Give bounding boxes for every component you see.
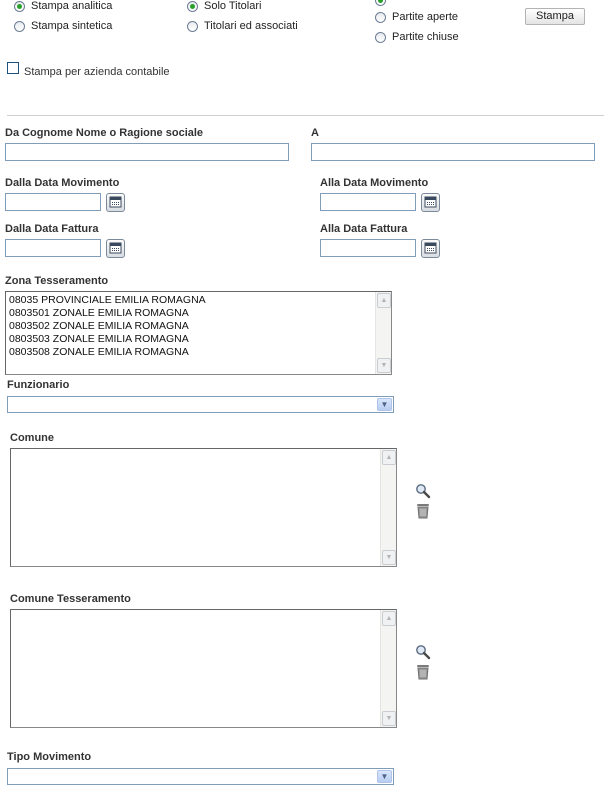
comune-tesseramento-listbox[interactable] (10, 609, 397, 728)
vertical-scrollbar[interactable] (380, 449, 396, 566)
comune-listbox[interactable] (10, 448, 397, 567)
scroll-up-icon[interactable]: ▲ (377, 293, 391, 308)
trash-icon[interactable] (416, 502, 430, 522)
radio-label: Stampa sintetica (31, 20, 113, 32)
radio-partite-first[interactable] (375, 0, 392, 7)
radio-button[interactable] (187, 1, 198, 12)
radio-button[interactable] (14, 1, 25, 12)
funzionario-select[interactable] (7, 396, 394, 413)
scroll-down-icon[interactable]: ▼ (382, 711, 396, 726)
alla-data-movimento-label: Alla Data Movimento (320, 177, 429, 189)
divider (7, 115, 604, 116)
radio-stampa-sintetica[interactable] (14, 19, 112, 33)
azienda-contabile-label: Stampa per azienda contabile (24, 66, 170, 78)
tipo-movimento-select[interactable] (7, 768, 394, 785)
search-icon[interactable] (414, 483, 432, 502)
stampa-button[interactable]: Stampa (525, 8, 585, 25)
radio-button[interactable] (375, 32, 386, 43)
chevron-down-icon[interactable]: ▼ (377, 398, 392, 411)
tipo-movimento-label: Tipo Movimento (7, 751, 92, 763)
list-item[interactable]: 0803508 ZONALE EMILIA ROMAGNA (9, 346, 189, 358)
vertical-scrollbar[interactable] (375, 292, 391, 374)
search-icon[interactable] (414, 644, 432, 663)
a-input[interactable] (311, 143, 595, 161)
azienda-contabile-checkbox[interactable] (7, 62, 19, 74)
dalla-data-movimento-input[interactable] (5, 193, 101, 211)
list-item[interactable]: 0803503 ZONALE EMILIA ROMAGNA (9, 333, 189, 345)
vertical-scrollbar[interactable] (380, 610, 396, 727)
radio-button[interactable] (375, 0, 386, 6)
zona-tesseramento-listbox[interactable] (5, 291, 392, 375)
dalla-data-fattura-label: Dalla Data Fattura (5, 223, 99, 235)
radio-stampa-analitica[interactable] (14, 0, 112, 13)
calendar-icon[interactable] (421, 193, 440, 212)
radio-partite-aperte[interactable] (375, 10, 458, 24)
radio-partite-chiuse[interactable] (375, 30, 459, 44)
radio-solo-titolari[interactable] (187, 0, 261, 13)
alla-data-fattura-label: Alla Data Fattura (320, 223, 408, 235)
alla-data-fattura-input[interactable] (320, 239, 416, 257)
radio-label: Partite aperte (392, 11, 459, 23)
scroll-up-icon[interactable]: ▲ (382, 611, 396, 626)
da-cognome-input[interactable] (5, 143, 289, 161)
zona-tesseramento-label: Zona Tesseramento (5, 275, 109, 287)
dalla-data-fattura-input[interactable] (5, 239, 101, 257)
radio-label: Stampa analitica (31, 0, 113, 12)
list-item[interactable]: 08035 PROVINCIALE EMILIA ROMAGNA (9, 294, 206, 306)
dalla-data-movimento-label: Dalla Data Movimento (5, 177, 120, 189)
radio-button[interactable] (14, 21, 25, 32)
calendar-icon[interactable] (421, 239, 440, 258)
scroll-down-icon[interactable]: ▼ (382, 550, 396, 565)
radio-label: Titolari ed associati (204, 20, 298, 32)
chevron-down-icon[interactable]: ▼ (377, 770, 392, 783)
alla-data-movimento-input[interactable] (320, 193, 416, 211)
trash-icon[interactable] (416, 663, 430, 683)
comune-label: Comune (10, 432, 54, 444)
funzionario-label: Funzionario (7, 379, 70, 391)
radio-label: Partite chiuse (392, 31, 459, 43)
scroll-up-icon[interactable]: ▲ (382, 450, 396, 465)
comune-tesseramento-label: Comune Tesseramento (10, 593, 131, 605)
scroll-down-icon[interactable]: ▼ (377, 358, 391, 373)
calendar-icon[interactable] (106, 193, 125, 212)
list-item[interactable]: 0803502 ZONALE EMILIA ROMAGNA (9, 320, 189, 332)
da-cognome-label: Da Cognome Nome o Ragione sociale (5, 127, 204, 139)
radio-label: Solo Titolari (204, 0, 262, 12)
calendar-icon[interactable] (106, 239, 125, 258)
radio-button[interactable] (375, 12, 386, 23)
radio-button[interactable] (187, 21, 198, 32)
radio-titolari-associati[interactable] (187, 19, 298, 33)
a-label: A (311, 127, 319, 139)
list-item[interactable]: 0803501 ZONALE EMILIA ROMAGNA (9, 307, 189, 319)
